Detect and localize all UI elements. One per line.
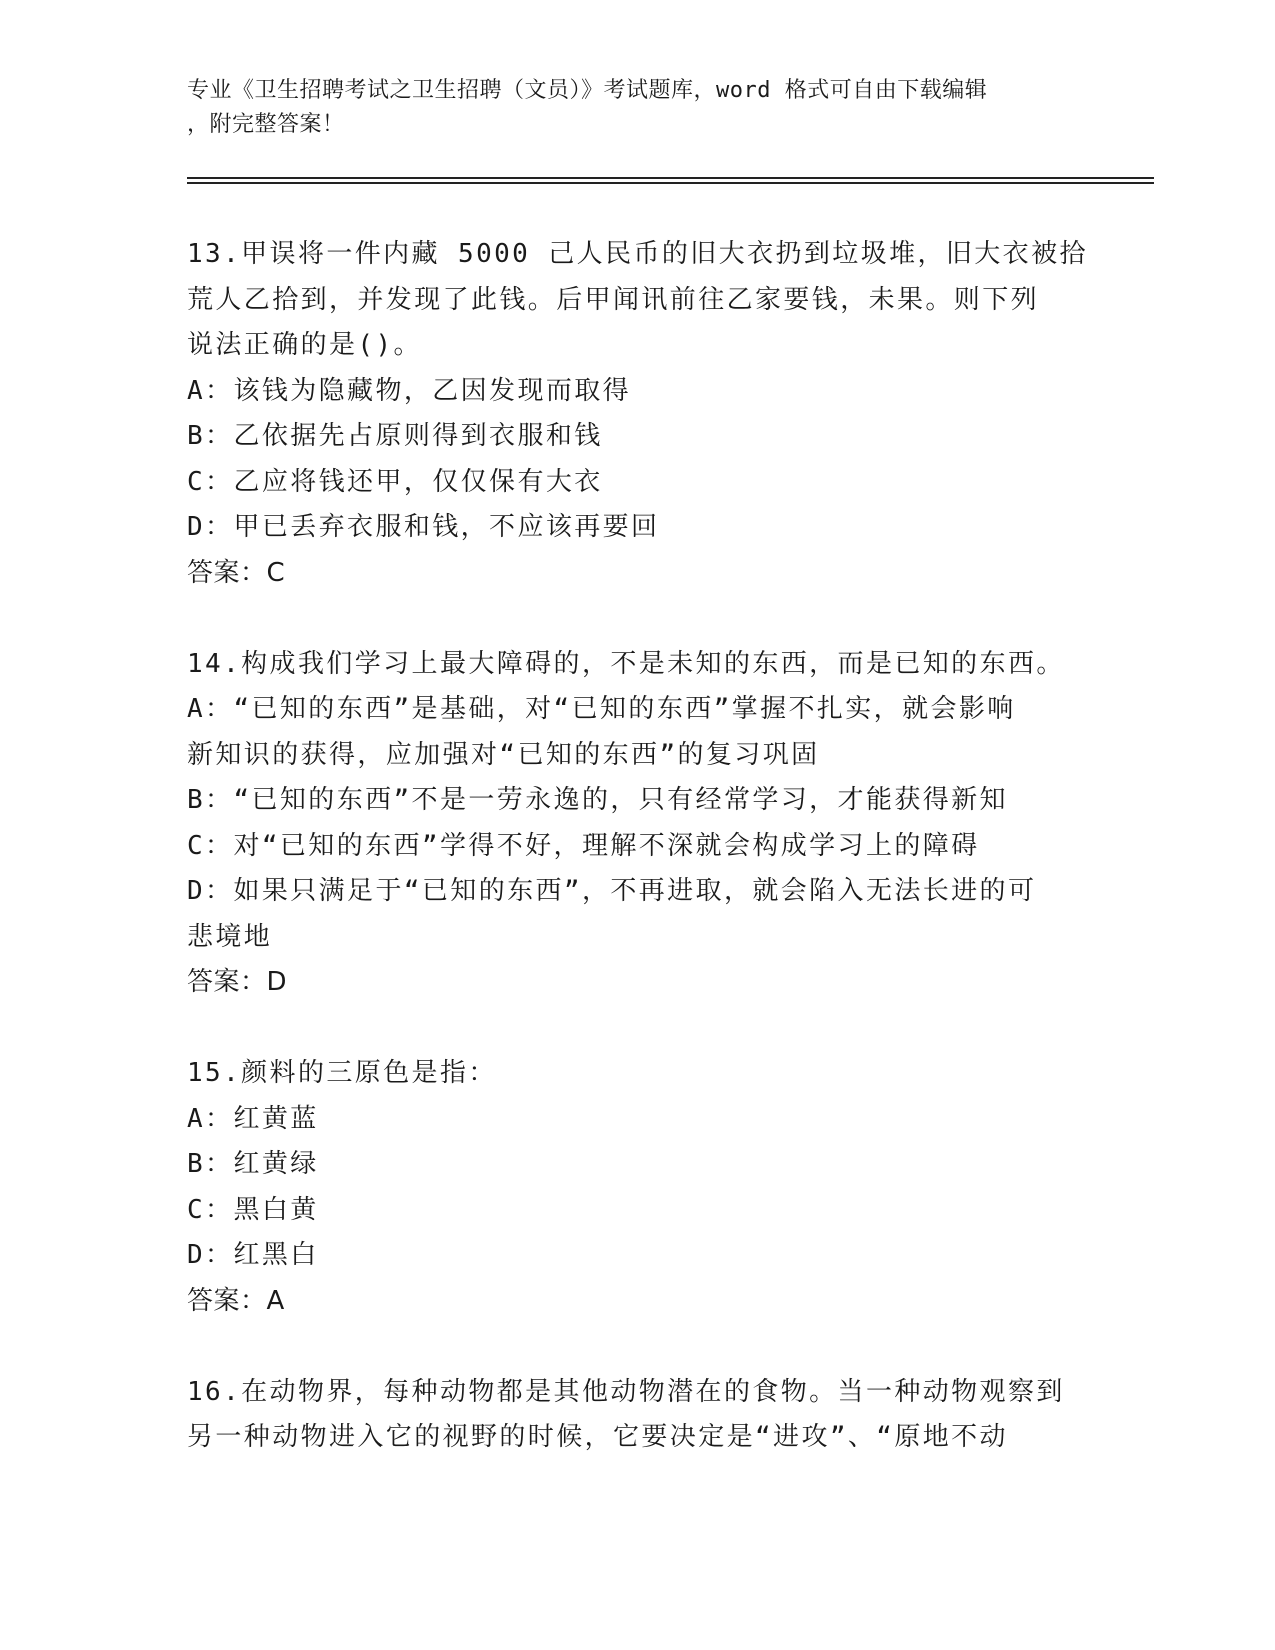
question-stem: 荒人乙拾到，并发现了此钱。后甲闻讯前往乙家要钱，未果。则下列 xyxy=(187,284,1040,315)
question-stem: 13.甲误将一件内藏 5000 己人民币的旧大衣扔到垃圾堆，旧大衣被拾 xyxy=(187,239,1088,269)
document-header xyxy=(187,74,1087,142)
header-divider xyxy=(187,182,1154,184)
option-c: C：乙应将钱还甲，仅仅保有大衣 xyxy=(187,466,603,497)
question-list xyxy=(187,232,1087,1461)
question-stem: 另一种动物进入它的视野的时候，它要决定是“进攻”、“原地不动 xyxy=(187,1422,1008,1452)
answer: 答案：D xyxy=(187,967,288,997)
question-spacer xyxy=(187,1324,1087,1370)
option-d: D：红黑白 xyxy=(187,1240,319,1270)
question-stem: 说法正确的是()。 xyxy=(187,330,422,360)
answer: 答案：C xyxy=(187,557,286,588)
header-line: ，附完整答案！ xyxy=(187,112,345,137)
question-stem: 15.颜料的三原色是指： xyxy=(187,1058,497,1088)
option-d: D：甲已丢弃衣服和钱，不应该再要回 xyxy=(187,512,660,542)
option-b: B：乙依据先占原则得到衣服和钱 xyxy=(187,421,603,451)
option-a: A：红黄蓝 xyxy=(187,1103,319,1134)
option-c: C：对“已知的东西”学得不好，理解不深就会构成学习上的障碍 xyxy=(187,830,980,861)
question-15 xyxy=(187,1051,1087,1324)
header-line: 专业《卫生招聘考试之卫生招聘（文员）》考试题库，word 格式可自由下载编辑 xyxy=(187,78,988,103)
question-spacer xyxy=(187,596,1087,642)
question-14 xyxy=(187,642,1087,1006)
option-a-continued: 新知识的获得，应加强对“已知的东西”的复习巩固 xyxy=(187,739,820,770)
option-b: B：红黄绿 xyxy=(187,1149,319,1179)
question-16 xyxy=(187,1370,1087,1461)
option-a: A：该钱为隐藏物，乙因发现而取得 xyxy=(187,375,632,406)
question-13 xyxy=(187,232,1087,596)
option-d: D：如果只满足于“已知的东西”，不再进取，就会陷入无法长进的可 xyxy=(187,876,1037,906)
header-divider xyxy=(187,177,1154,179)
question-stem: 14.构成我们学习上最大障碍的，不是未知的东西，而是已知的东西。 xyxy=(187,648,1065,679)
answer: 答案：A xyxy=(187,1285,285,1316)
option-b: B：“已知的东西”不是一劳永逸的，只有经常学习，才能获得新知 xyxy=(187,785,1008,815)
option-c: C：黑白黄 xyxy=(187,1194,319,1225)
option-d-continued: 悲境地 xyxy=(187,921,273,952)
question-spacer xyxy=(187,1006,1087,1052)
option-a: A：“已知的东西”是基础，对“已知的东西”掌握不扎实，就会影响 xyxy=(187,694,1016,724)
question-stem: 16.在动物界，每种动物都是其他动物潜在的食物。当一种动物观察到 xyxy=(187,1376,1065,1407)
